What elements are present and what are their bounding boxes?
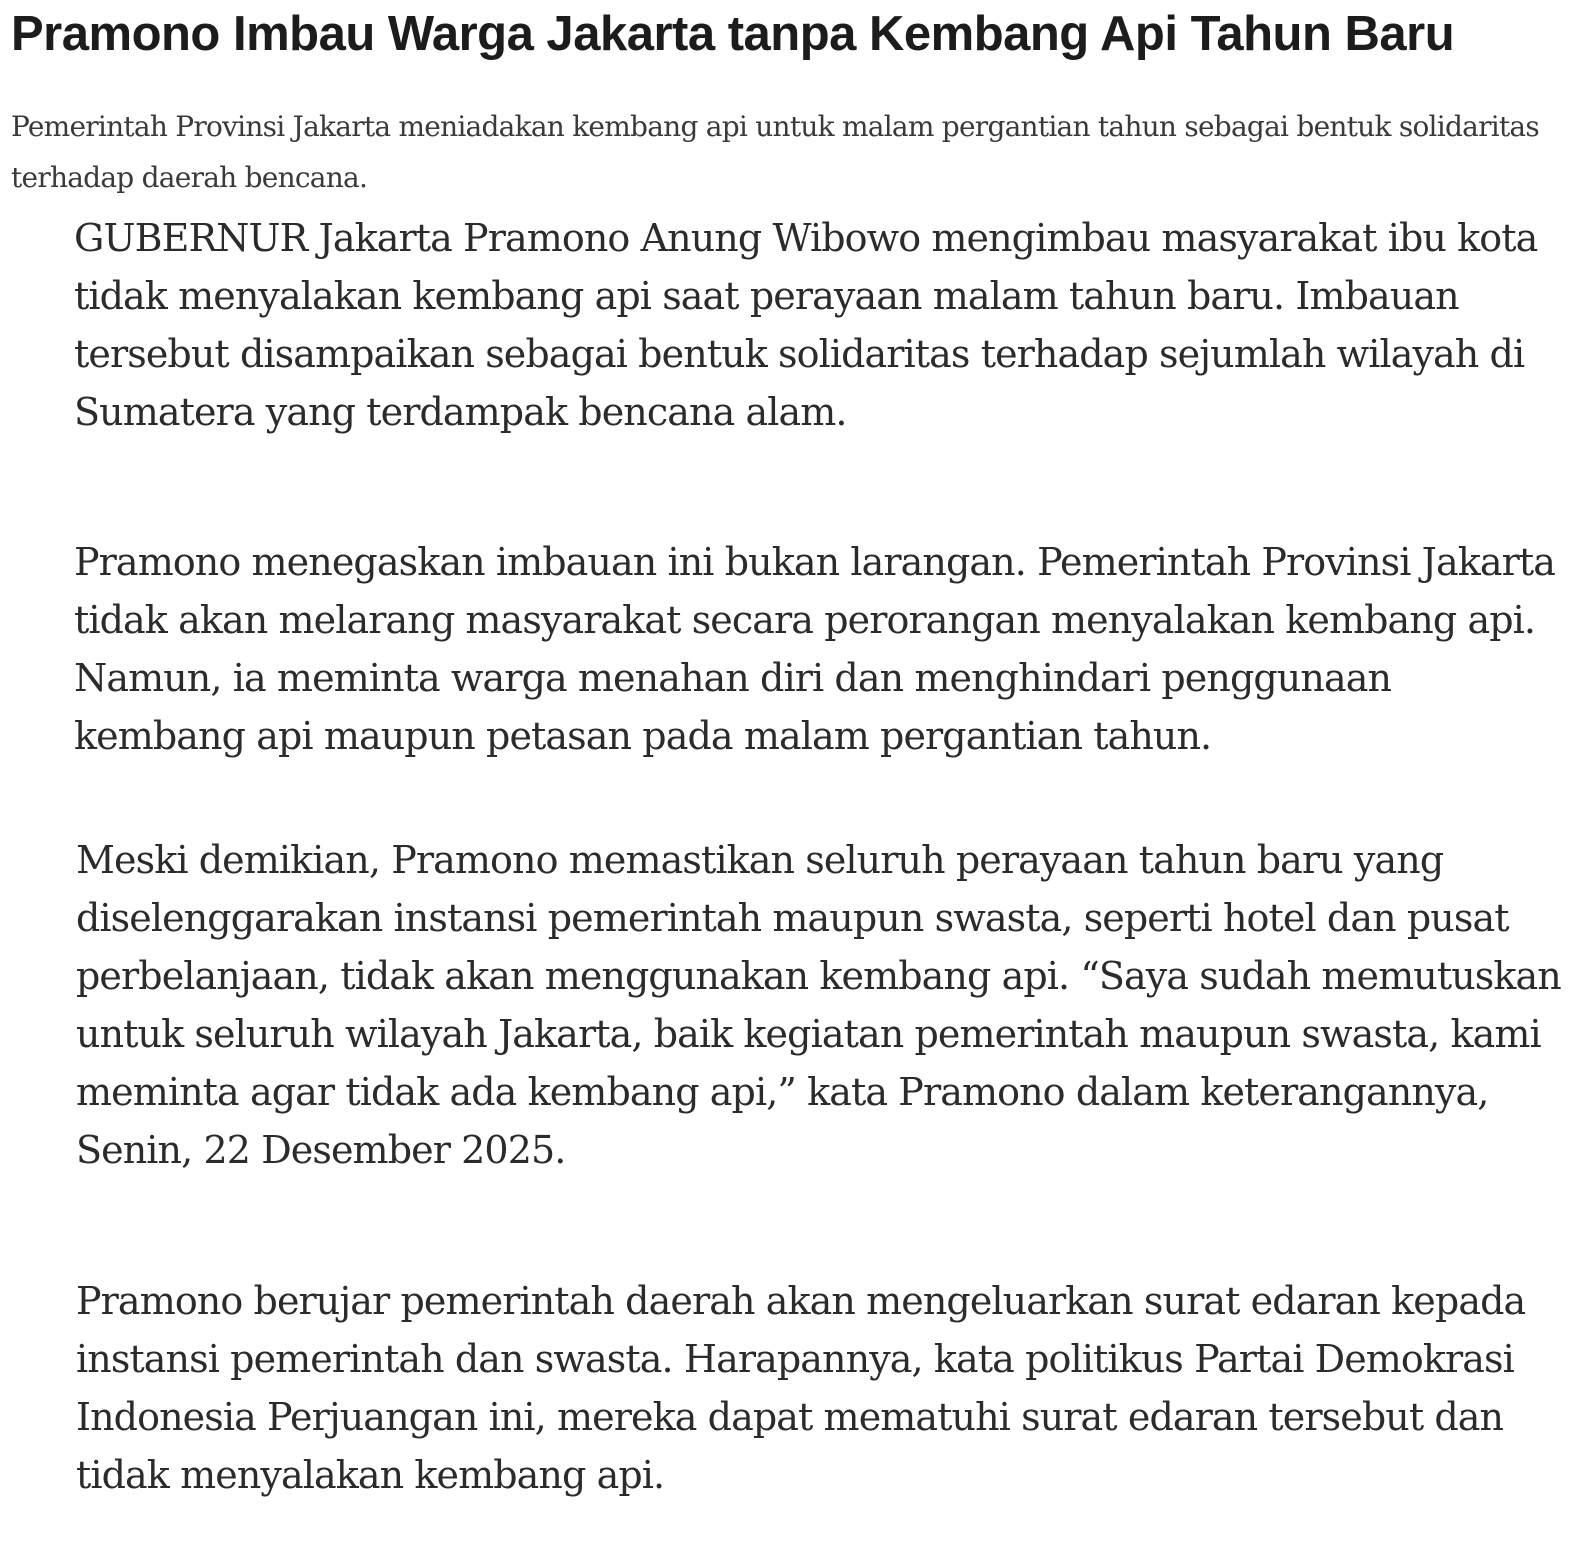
body-paragraph: GUBERNUR Jakarta Pramono Anung Wibowo mengimbau masyarakat ibu kota tidak menyalakan kembang api saat perayaan malam tahun baru. Imbauan tersebut disampaikan sebagai bentuk solidaritas terhadap sejumlah wilayah di Sumatera yang terdampak bencana alam. <box>74 216 1538 434</box>
body-paragraph: Pramono berujar pemerintah daerah akan mengeluarkan surat edaran kepada instansi pemerintah dan swasta. Harapannya, kata politikus Partai Demokrasi Indonesia Perjuangan ini, mereka dapat mematuhi surat edaran tersebut dan tidak menyalakan kembang api. <box>76 1279 1526 1497</box>
body-paragraph: Meski demikian, Pramono memastikan seluruh perayaan tahun baru yang diselenggarakan instansi pemerintah maupun swasta, seperti hotel dan pusat perbelanjaan, tidak akan menggunakan kembang api. “Saya sudah memutuskan untuk seluruh wilayah Jakarta, baik kegiatan pemerintah maupun swasta, kami meminta agar tidak ada kembang api,” kata Pramono dalam keterangannya, Senin, 22 Desember 2025. <box>76 838 1561 1172</box>
lede: Pemerintah Provinsi Jakarta meniadakan kembang api untuk malam pergantian tahun sebagai bentuk solidaritas terhadap daerah bencana. <box>11 110 1539 194</box>
body-paragraph: Pramono menegaskan imbauan ini bukan larangan. Pemerintah Provinsi Jakarta tidak akan melarang masyarakat secara perorangan menyalakan kembang api. Namun, ia meminta warga menahan diri dan menghindari penggunaan kembang api maupun petasan pada malam pergantian tahun. <box>74 540 1556 758</box>
headline: Pramono Imbau Warga Jakarta tanpa Kembang Api Tahun Baru <box>11 7 1455 61</box>
